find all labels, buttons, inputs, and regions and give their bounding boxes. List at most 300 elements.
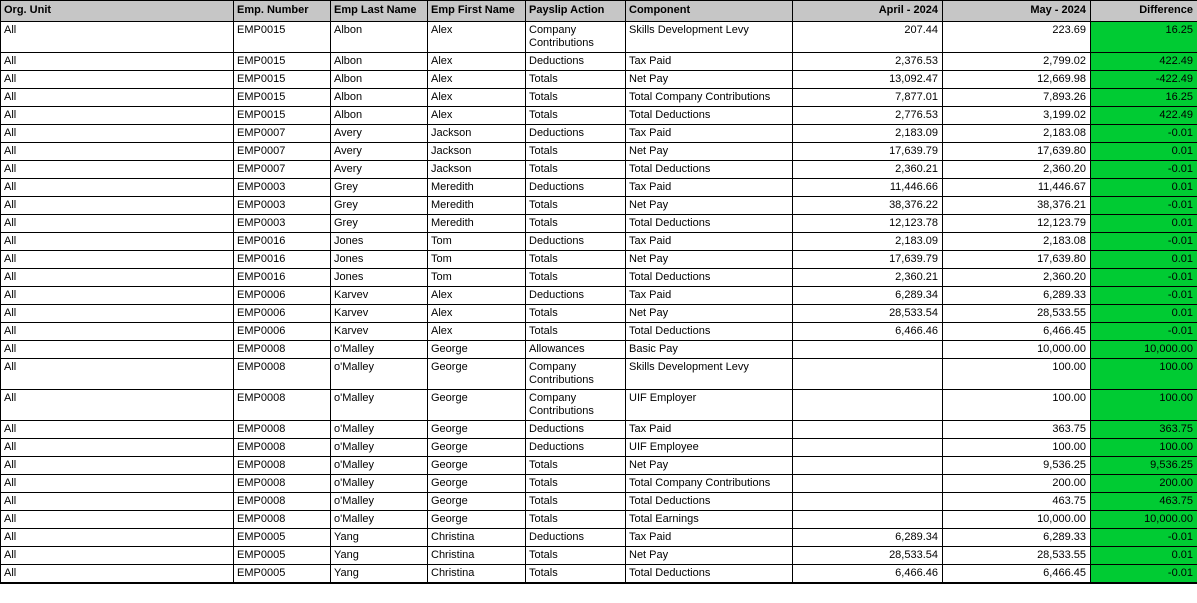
cell-component: UIF Employer <box>626 390 793 421</box>
cell-org-unit: All <box>1 143 234 161</box>
cell-emp-number: EMP0016 <box>234 233 331 251</box>
cell-component: Total Company Contributions <box>626 475 793 493</box>
cell-may-2024: 12,123.79 <box>943 215 1091 233</box>
cell-emp-first-name: Alex <box>428 305 526 323</box>
cell-component: Tax Paid <box>626 287 793 305</box>
table-row <box>1 161 1197 179</box>
cell-component: Tax Paid <box>626 53 793 71</box>
cell-org-unit: All <box>1 565 234 584</box>
cell-payslip-action: Deductions <box>526 529 626 547</box>
cell-may-2024: 2,799.02 <box>943 53 1091 71</box>
cell-emp-last-name: Jones <box>331 269 428 287</box>
cell-may-2024: 2,360.20 <box>943 161 1091 179</box>
cell-payslip-action: Deductions <box>526 233 626 251</box>
cell-emp-number: EMP0008 <box>234 493 331 511</box>
cell-payslip-action: Totals <box>526 269 626 287</box>
column-header-emp-number: Emp. Number <box>234 1 331 22</box>
cell-emp-number: EMP0003 <box>234 215 331 233</box>
cell-payslip-action: Totals <box>526 565 626 584</box>
cell-april-2024: 28,533.54 <box>793 547 943 565</box>
cell-emp-last-name: Karvev <box>331 305 428 323</box>
cell-emp-first-name: Meredith <box>428 197 526 215</box>
cell-difference: 422.49 <box>1091 107 1197 125</box>
cell-org-unit: All <box>1 107 234 125</box>
cell-payslip-action: Deductions <box>526 421 626 439</box>
table-row <box>1 125 1197 143</box>
column-header-component: Component <box>626 1 793 22</box>
cell-emp-last-name: Albon <box>331 107 428 125</box>
cell-emp-number: EMP0015 <box>234 53 331 71</box>
cell-difference: -0.01 <box>1091 529 1197 547</box>
cell-emp-last-name: Yang <box>331 565 428 584</box>
cell-may-2024: 223.69 <box>943 22 1091 53</box>
cell-org-unit: All <box>1 390 234 421</box>
cell-emp-first-name: Meredith <box>428 179 526 197</box>
cell-payslip-action: Totals <box>526 161 626 179</box>
cell-component: UIF Employee <box>626 439 793 457</box>
table-row <box>1 439 1197 457</box>
cell-difference: 0.01 <box>1091 215 1197 233</box>
cell-payslip-action: Totals <box>526 215 626 233</box>
cell-emp-first-name: Alex <box>428 53 526 71</box>
cell-emp-first-name: Alex <box>428 89 526 107</box>
cell-emp-first-name: George <box>428 475 526 493</box>
cell-april-2024: 6,289.34 <box>793 287 943 305</box>
cell-difference: -0.01 <box>1091 323 1197 341</box>
table-row <box>1 215 1197 233</box>
table-row <box>1 233 1197 251</box>
cell-org-unit: All <box>1 529 234 547</box>
cell-emp-first-name: George <box>428 341 526 359</box>
cell-emp-number: EMP0007 <box>234 143 331 161</box>
cell-emp-first-name: Jackson <box>428 143 526 161</box>
cell-may-2024: 6,289.33 <box>943 287 1091 305</box>
cell-org-unit: All <box>1 197 234 215</box>
table-row <box>1 269 1197 287</box>
cell-april-2024 <box>793 341 943 359</box>
cell-payslip-action: Totals <box>526 89 626 107</box>
cell-org-unit: All <box>1 439 234 457</box>
cell-org-unit: All <box>1 251 234 269</box>
cell-april-2024: 207.44 <box>793 22 943 53</box>
cell-emp-last-name: o'Malley <box>331 359 428 390</box>
cell-org-unit: All <box>1 269 234 287</box>
cell-may-2024: 7,893.26 <box>943 89 1091 107</box>
cell-org-unit: All <box>1 547 234 565</box>
cell-component: Basic Pay <box>626 341 793 359</box>
cell-payslip-action: Totals <box>526 305 626 323</box>
cell-payslip-action: Deductions <box>526 125 626 143</box>
cell-emp-last-name: Albon <box>331 22 428 53</box>
cell-payslip-action: Totals <box>526 547 626 565</box>
cell-payslip-action: Totals <box>526 493 626 511</box>
cell-may-2024: 100.00 <box>943 359 1091 390</box>
cell-difference: 463.75 <box>1091 493 1197 511</box>
cell-emp-number: EMP0015 <box>234 89 331 107</box>
cell-emp-last-name: Karvev <box>331 287 428 305</box>
cell-payslip-action: Totals <box>526 511 626 529</box>
cell-payslip-action: Company Contributions <box>526 390 626 421</box>
cell-emp-number: EMP0007 <box>234 161 331 179</box>
cell-org-unit: All <box>1 53 234 71</box>
cell-payslip-action: Totals <box>526 475 626 493</box>
cell-payslip-action: Totals <box>526 71 626 89</box>
cell-may-2024: 38,376.21 <box>943 197 1091 215</box>
cell-difference: -0.01 <box>1091 161 1197 179</box>
cell-difference: 0.01 <box>1091 547 1197 565</box>
cell-difference: -0.01 <box>1091 233 1197 251</box>
cell-may-2024: 28,533.55 <box>943 547 1091 565</box>
cell-may-2024: 200.00 <box>943 475 1091 493</box>
cell-may-2024: 100.00 <box>943 390 1091 421</box>
cell-difference: 0.01 <box>1091 143 1197 161</box>
cell-component: Net Pay <box>626 305 793 323</box>
cell-component: Total Deductions <box>626 269 793 287</box>
cell-emp-number: EMP0008 <box>234 341 331 359</box>
cell-april-2024: 2,360.21 <box>793 161 943 179</box>
cell-difference: 100.00 <box>1091 390 1197 421</box>
cell-emp-last-name: o'Malley <box>331 493 428 511</box>
cell-emp-last-name: Avery <box>331 161 428 179</box>
table-row <box>1 457 1197 475</box>
cell-april-2024 <box>793 421 943 439</box>
cell-difference: 16.25 <box>1091 89 1197 107</box>
cell-emp-first-name: Alex <box>428 107 526 125</box>
table-row <box>1 143 1197 161</box>
cell-org-unit: All <box>1 233 234 251</box>
cell-component: Total Deductions <box>626 565 793 584</box>
cell-april-2024 <box>793 511 943 529</box>
cell-difference: 10,000.00 <box>1091 341 1197 359</box>
cell-april-2024 <box>793 439 943 457</box>
cell-emp-number: EMP0006 <box>234 323 331 341</box>
table-row <box>1 305 1197 323</box>
cell-emp-first-name: George <box>428 439 526 457</box>
cell-emp-last-name: Avery <box>331 143 428 161</box>
cell-april-2024 <box>793 475 943 493</box>
cell-difference: -0.01 <box>1091 565 1197 584</box>
cell-component: Total Earnings <box>626 511 793 529</box>
cell-emp-number: EMP0003 <box>234 179 331 197</box>
cell-emp-first-name: Alex <box>428 22 526 53</box>
cell-difference: -0.01 <box>1091 269 1197 287</box>
table-row <box>1 565 1197 584</box>
cell-emp-first-name: George <box>428 493 526 511</box>
cell-emp-first-name: Christina <box>428 529 526 547</box>
cell-may-2024: 2,360.20 <box>943 269 1091 287</box>
cell-emp-number: EMP0015 <box>234 71 331 89</box>
cell-emp-first-name: Alex <box>428 323 526 341</box>
cell-april-2024: 17,639.79 <box>793 143 943 161</box>
table-row <box>1 529 1197 547</box>
table-row <box>1 251 1197 269</box>
cell-difference: 16.25 <box>1091 22 1197 53</box>
cell-component: Net Pay <box>626 197 793 215</box>
cell-payslip-action: Totals <box>526 107 626 125</box>
table-row <box>1 287 1197 305</box>
cell-component: Skills Development Levy <box>626 359 793 390</box>
table-row <box>1 197 1197 215</box>
cell-april-2024: 38,376.22 <box>793 197 943 215</box>
cell-component: Total Deductions <box>626 493 793 511</box>
cell-emp-last-name: Avery <box>331 125 428 143</box>
cell-payslip-action: Deductions <box>526 439 626 457</box>
cell-emp-number: EMP0005 <box>234 565 331 584</box>
cell-org-unit: All <box>1 22 234 53</box>
cell-may-2024: 6,466.45 <box>943 323 1091 341</box>
cell-emp-last-name: o'Malley <box>331 511 428 529</box>
cell-org-unit: All <box>1 89 234 107</box>
cell-emp-number: EMP0008 <box>234 511 331 529</box>
cell-may-2024: 3,199.02 <box>943 107 1091 125</box>
cell-difference: 10,000.00 <box>1091 511 1197 529</box>
table-row <box>1 359 1197 390</box>
cell-emp-last-name: Jones <box>331 251 428 269</box>
cell-april-2024: 7,877.01 <box>793 89 943 107</box>
cell-emp-number: EMP0003 <box>234 197 331 215</box>
cell-payslip-action: Deductions <box>526 53 626 71</box>
cell-emp-number: EMP0008 <box>234 457 331 475</box>
cell-component: Skills Development Levy <box>626 22 793 53</box>
cell-org-unit: All <box>1 125 234 143</box>
cell-emp-number: EMP0007 <box>234 125 331 143</box>
cell-emp-number: EMP0008 <box>234 421 331 439</box>
cell-may-2024: 363.75 <box>943 421 1091 439</box>
cell-org-unit: All <box>1 511 234 529</box>
cell-april-2024: 2,183.09 <box>793 233 943 251</box>
table-row <box>1 390 1197 421</box>
cell-emp-first-name: George <box>428 457 526 475</box>
cell-org-unit: All <box>1 71 234 89</box>
cell-component: Net Pay <box>626 457 793 475</box>
cell-may-2024: 2,183.08 <box>943 233 1091 251</box>
table-row <box>1 89 1197 107</box>
cell-emp-number: EMP0006 <box>234 305 331 323</box>
cell-may-2024: 11,446.67 <box>943 179 1091 197</box>
cell-emp-first-name: Tom <box>428 269 526 287</box>
cell-emp-number: EMP0005 <box>234 529 331 547</box>
cell-emp-last-name: o'Malley <box>331 421 428 439</box>
cell-emp-last-name: Grey <box>331 197 428 215</box>
cell-difference: -0.01 <box>1091 125 1197 143</box>
cell-april-2024: 12,123.78 <box>793 215 943 233</box>
cell-emp-first-name: Christina <box>428 547 526 565</box>
cell-april-2024: 2,776.53 <box>793 107 943 125</box>
cell-difference: 0.01 <box>1091 251 1197 269</box>
cell-may-2024: 10,000.00 <box>943 511 1091 529</box>
cell-payslip-action: Totals <box>526 197 626 215</box>
cell-emp-number: EMP0008 <box>234 359 331 390</box>
cell-april-2024: 28,533.54 <box>793 305 943 323</box>
cell-component: Tax Paid <box>626 421 793 439</box>
cell-emp-last-name: Yang <box>331 529 428 547</box>
cell-org-unit: All <box>1 323 234 341</box>
table-row <box>1 475 1197 493</box>
cell-may-2024: 28,533.55 <box>943 305 1091 323</box>
cell-may-2024: 17,639.80 <box>943 251 1091 269</box>
cell-april-2024: 6,289.34 <box>793 529 943 547</box>
cell-difference: -422.49 <box>1091 71 1197 89</box>
cell-emp-last-name: o'Malley <box>331 475 428 493</box>
cell-may-2024: 9,536.25 <box>943 457 1091 475</box>
cell-emp-first-name: Tom <box>428 233 526 251</box>
cell-emp-number: EMP0008 <box>234 390 331 421</box>
table-row <box>1 323 1197 341</box>
cell-emp-last-name: Albon <box>331 53 428 71</box>
cell-emp-number: EMP0008 <box>234 475 331 493</box>
cell-org-unit: All <box>1 179 234 197</box>
cell-april-2024: 2,183.09 <box>793 125 943 143</box>
cell-emp-first-name: Alex <box>428 287 526 305</box>
cell-emp-number: EMP0005 <box>234 547 331 565</box>
cell-component: Tax Paid <box>626 179 793 197</box>
cell-april-2024 <box>793 390 943 421</box>
cell-april-2024: 2,376.53 <box>793 53 943 71</box>
cell-component: Tax Paid <box>626 125 793 143</box>
cell-may-2024: 463.75 <box>943 493 1091 511</box>
cell-payslip-action: Allowances <box>526 341 626 359</box>
cell-april-2024: 6,466.46 <box>793 323 943 341</box>
cell-emp-first-name: Jackson <box>428 125 526 143</box>
cell-may-2024: 12,669.98 <box>943 71 1091 89</box>
cell-emp-last-name: Grey <box>331 215 428 233</box>
table-header-row <box>1 1 1197 22</box>
cell-difference: 0.01 <box>1091 305 1197 323</box>
table-row <box>1 179 1197 197</box>
cell-april-2024 <box>793 493 943 511</box>
cell-emp-number: EMP0015 <box>234 22 331 53</box>
cell-april-2024 <box>793 457 943 475</box>
cell-emp-number: EMP0016 <box>234 269 331 287</box>
cell-difference: 0.01 <box>1091 179 1197 197</box>
cell-april-2024: 17,639.79 <box>793 251 943 269</box>
cell-emp-first-name: George <box>428 390 526 421</box>
column-header-payslip-action: Payslip Action <box>526 1 626 22</box>
cell-component: Net Pay <box>626 143 793 161</box>
cell-emp-last-name: Albon <box>331 71 428 89</box>
cell-may-2024: 6,466.45 <box>943 565 1091 584</box>
cell-emp-last-name: Karvev <box>331 323 428 341</box>
table-row <box>1 22 1197 53</box>
cell-emp-first-name: Tom <box>428 251 526 269</box>
cell-emp-last-name: Albon <box>331 89 428 107</box>
cell-emp-last-name: o'Malley <box>331 341 428 359</box>
cell-component: Net Pay <box>626 547 793 565</box>
cell-component: Net Pay <box>626 251 793 269</box>
cell-org-unit: All <box>1 341 234 359</box>
table-row <box>1 341 1197 359</box>
cell-may-2024: 6,289.33 <box>943 529 1091 547</box>
cell-component: Total Company Contributions <box>626 89 793 107</box>
cell-april-2024: 13,092.47 <box>793 71 943 89</box>
cell-may-2024: 100.00 <box>943 439 1091 457</box>
cell-org-unit: All <box>1 475 234 493</box>
column-header-april-2024: April - 2024 <box>793 1 943 22</box>
cell-org-unit: All <box>1 359 234 390</box>
cell-component: Net Pay <box>626 71 793 89</box>
cell-emp-first-name: George <box>428 511 526 529</box>
cell-emp-first-name: Jackson <box>428 161 526 179</box>
cell-april-2024 <box>793 359 943 390</box>
column-header-difference: Difference <box>1091 1 1197 22</box>
cell-org-unit: All <box>1 493 234 511</box>
cell-difference: 100.00 <box>1091 439 1197 457</box>
cell-payslip-action: Deductions <box>526 179 626 197</box>
cell-org-unit: All <box>1 215 234 233</box>
cell-difference: 100.00 <box>1091 359 1197 390</box>
cell-component: Tax Paid <box>626 233 793 251</box>
cell-emp-first-name: George <box>428 421 526 439</box>
cell-component: Tax Paid <box>626 529 793 547</box>
table-row <box>1 107 1197 125</box>
cell-org-unit: All <box>1 305 234 323</box>
cell-emp-last-name: o'Malley <box>331 457 428 475</box>
cell-emp-last-name: Jones <box>331 233 428 251</box>
cell-payslip-action: Totals <box>526 251 626 269</box>
cell-may-2024: 2,183.08 <box>943 125 1091 143</box>
cell-may-2024: 17,639.80 <box>943 143 1091 161</box>
cell-payslip-action: Totals <box>526 457 626 475</box>
column-header-org-unit: Org. Unit <box>1 1 234 22</box>
cell-emp-first-name: George <box>428 359 526 390</box>
cell-org-unit: All <box>1 161 234 179</box>
cell-emp-last-name: Yang <box>331 547 428 565</box>
cell-component: Total Deductions <box>626 323 793 341</box>
cell-payslip-action: Totals <box>526 143 626 161</box>
table-row <box>1 53 1197 71</box>
cell-emp-last-name: o'Malley <box>331 439 428 457</box>
cell-emp-first-name: Christina <box>428 565 526 584</box>
table-row <box>1 547 1197 565</box>
cell-payslip-action: Company Contributions <box>526 359 626 390</box>
cell-component: Total Deductions <box>626 215 793 233</box>
cell-org-unit: All <box>1 421 234 439</box>
cell-april-2024: 11,446.66 <box>793 179 943 197</box>
cell-emp-number: EMP0016 <box>234 251 331 269</box>
cell-payslip-action: Company Contributions <box>526 22 626 53</box>
cell-difference: 422.49 <box>1091 53 1197 71</box>
table-row <box>1 493 1197 511</box>
column-header-emp-last-name: Emp Last Name <box>331 1 428 22</box>
cell-emp-last-name: o'Malley <box>331 390 428 421</box>
cell-emp-last-name: Grey <box>331 179 428 197</box>
cell-org-unit: All <box>1 457 234 475</box>
cell-may-2024: 10,000.00 <box>943 341 1091 359</box>
cell-component: Total Deductions <box>626 107 793 125</box>
cell-difference: 200.00 <box>1091 475 1197 493</box>
cell-emp-number: EMP0008 <box>234 439 331 457</box>
table-row <box>1 71 1197 89</box>
table-row <box>1 511 1197 529</box>
cell-org-unit: All <box>1 287 234 305</box>
cell-april-2024: 6,466.46 <box>793 565 943 584</box>
cell-april-2024: 2,360.21 <box>793 269 943 287</box>
cell-difference: -0.01 <box>1091 287 1197 305</box>
cell-difference: 9,536.25 <box>1091 457 1197 475</box>
cell-component: Total Deductions <box>626 161 793 179</box>
cell-payslip-action: Deductions <box>526 287 626 305</box>
cell-emp-number: EMP0015 <box>234 107 331 125</box>
column-header-may-2024: May - 2024 <box>943 1 1091 22</box>
column-header-emp-first-name: Emp First Name <box>428 1 526 22</box>
cell-difference: 363.75 <box>1091 421 1197 439</box>
table-row <box>1 421 1197 439</box>
cell-emp-number: EMP0006 <box>234 287 331 305</box>
cell-payslip-action: Totals <box>526 323 626 341</box>
cell-emp-first-name: Alex <box>428 71 526 89</box>
cell-emp-first-name: Meredith <box>428 215 526 233</box>
cell-difference: -0.01 <box>1091 197 1197 215</box>
